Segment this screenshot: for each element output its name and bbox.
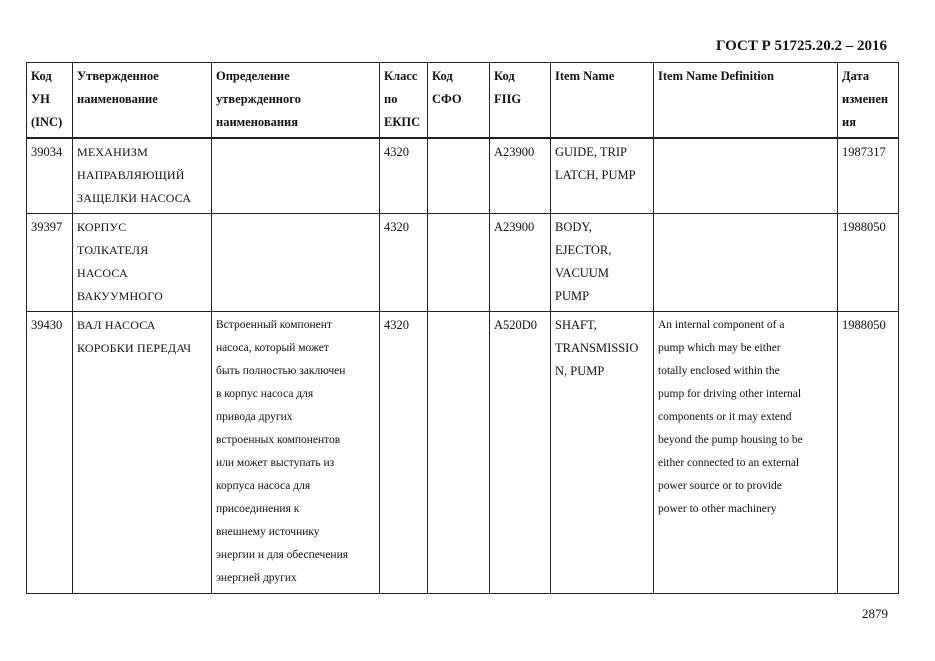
col-header-item-name: Item Name <box>551 63 654 139</box>
col-header-sfo-code: Код СФО <box>428 63 490 139</box>
page-number: 2879 <box>862 606 888 621</box>
cell-approved-name: КОРПУС ТОЛКАТЕЛЯ НАСОСА ВАКУУМНОГО <box>73 214 212 312</box>
classification-table <box>26 62 899 594</box>
table-row <box>27 214 899 312</box>
cell-item-name: GUIDE, TRIP LATCH, PUMP <box>551 138 654 214</box>
cell-item-name: SHAFT, TRANSMISSIO N, PUMP <box>551 312 654 594</box>
col-header-change-date: Дата изменен ия <box>838 63 899 139</box>
table-row <box>27 312 899 594</box>
cell-approved-name: МЕХАНИЗМ НАПРАВЛЯЮЩИЙ ЗАЩЕЛКИ НАСОСА <box>73 138 212 214</box>
cell-sfo-code <box>428 312 490 594</box>
cell-ekps-class: 4320 <box>380 214 428 312</box>
cell-fiig-code: A23900 <box>490 214 551 312</box>
cell-sfo-code <box>428 214 490 312</box>
col-header-item-name-definition: Item Name Definition <box>654 63 838 139</box>
cell-definition <box>212 138 380 214</box>
cell-definition: Встроенный компонент насоса, который может быть полностью заключен в корпус насоса для привода других встроенных компонентов или может выступать из корпуса насоса для присоединения к внешнему источнику энергии и для обеспечения энергией других <box>212 312 380 594</box>
cell-item-name: BODY, EJECTOR, VACUUM PUMP <box>551 214 654 312</box>
cell-change-date: 1988050 <box>838 214 899 312</box>
cell-sfo-code <box>428 138 490 214</box>
cell-change-date: 1988050 <box>838 312 899 594</box>
cell-change-date: 1987317 <box>838 138 899 214</box>
cell-fiig-code: A520D0 <box>490 312 551 594</box>
col-header-fiig-code: Код FIIG <box>490 63 551 139</box>
table-row <box>27 138 899 214</box>
cell-item-name-definition: An internal component of a pump which may be either totally enclosed within the pump for driving other internal components or it may extend beyond the pump housing to be either connected to an external power source or to provide power to other machinery <box>654 312 838 594</box>
table-header-row <box>27 63 899 139</box>
cell-ekps-class: 4320 <box>380 312 428 594</box>
cell-item-name-definition <box>654 138 838 214</box>
col-header-approved-name: Утвержденное наименование <box>73 63 212 139</box>
cell-item-name-definition <box>654 214 838 312</box>
col-header-definition: Определение утвержденного наименования <box>212 63 380 139</box>
cell-approved-name: ВАЛ НАСОСА КОРОБКИ ПЕРЕДАЧ <box>73 312 212 594</box>
document-standard-header: ГОСТ Р 51725.20.2 – 2016 <box>715 38 887 54</box>
cell-definition <box>212 214 380 312</box>
cell-fiig-code: A23900 <box>490 138 551 214</box>
col-header-ekps-class: Класс по ЕКПС <box>380 63 428 139</box>
cell-inc: 39397 <box>27 214 73 312</box>
cell-inc: 39034 <box>27 138 73 214</box>
cell-inc: 39430 <box>27 312 73 594</box>
cell-ekps-class: 4320 <box>380 138 428 214</box>
col-header-inc: Код УН (INC) <box>27 63 73 139</box>
